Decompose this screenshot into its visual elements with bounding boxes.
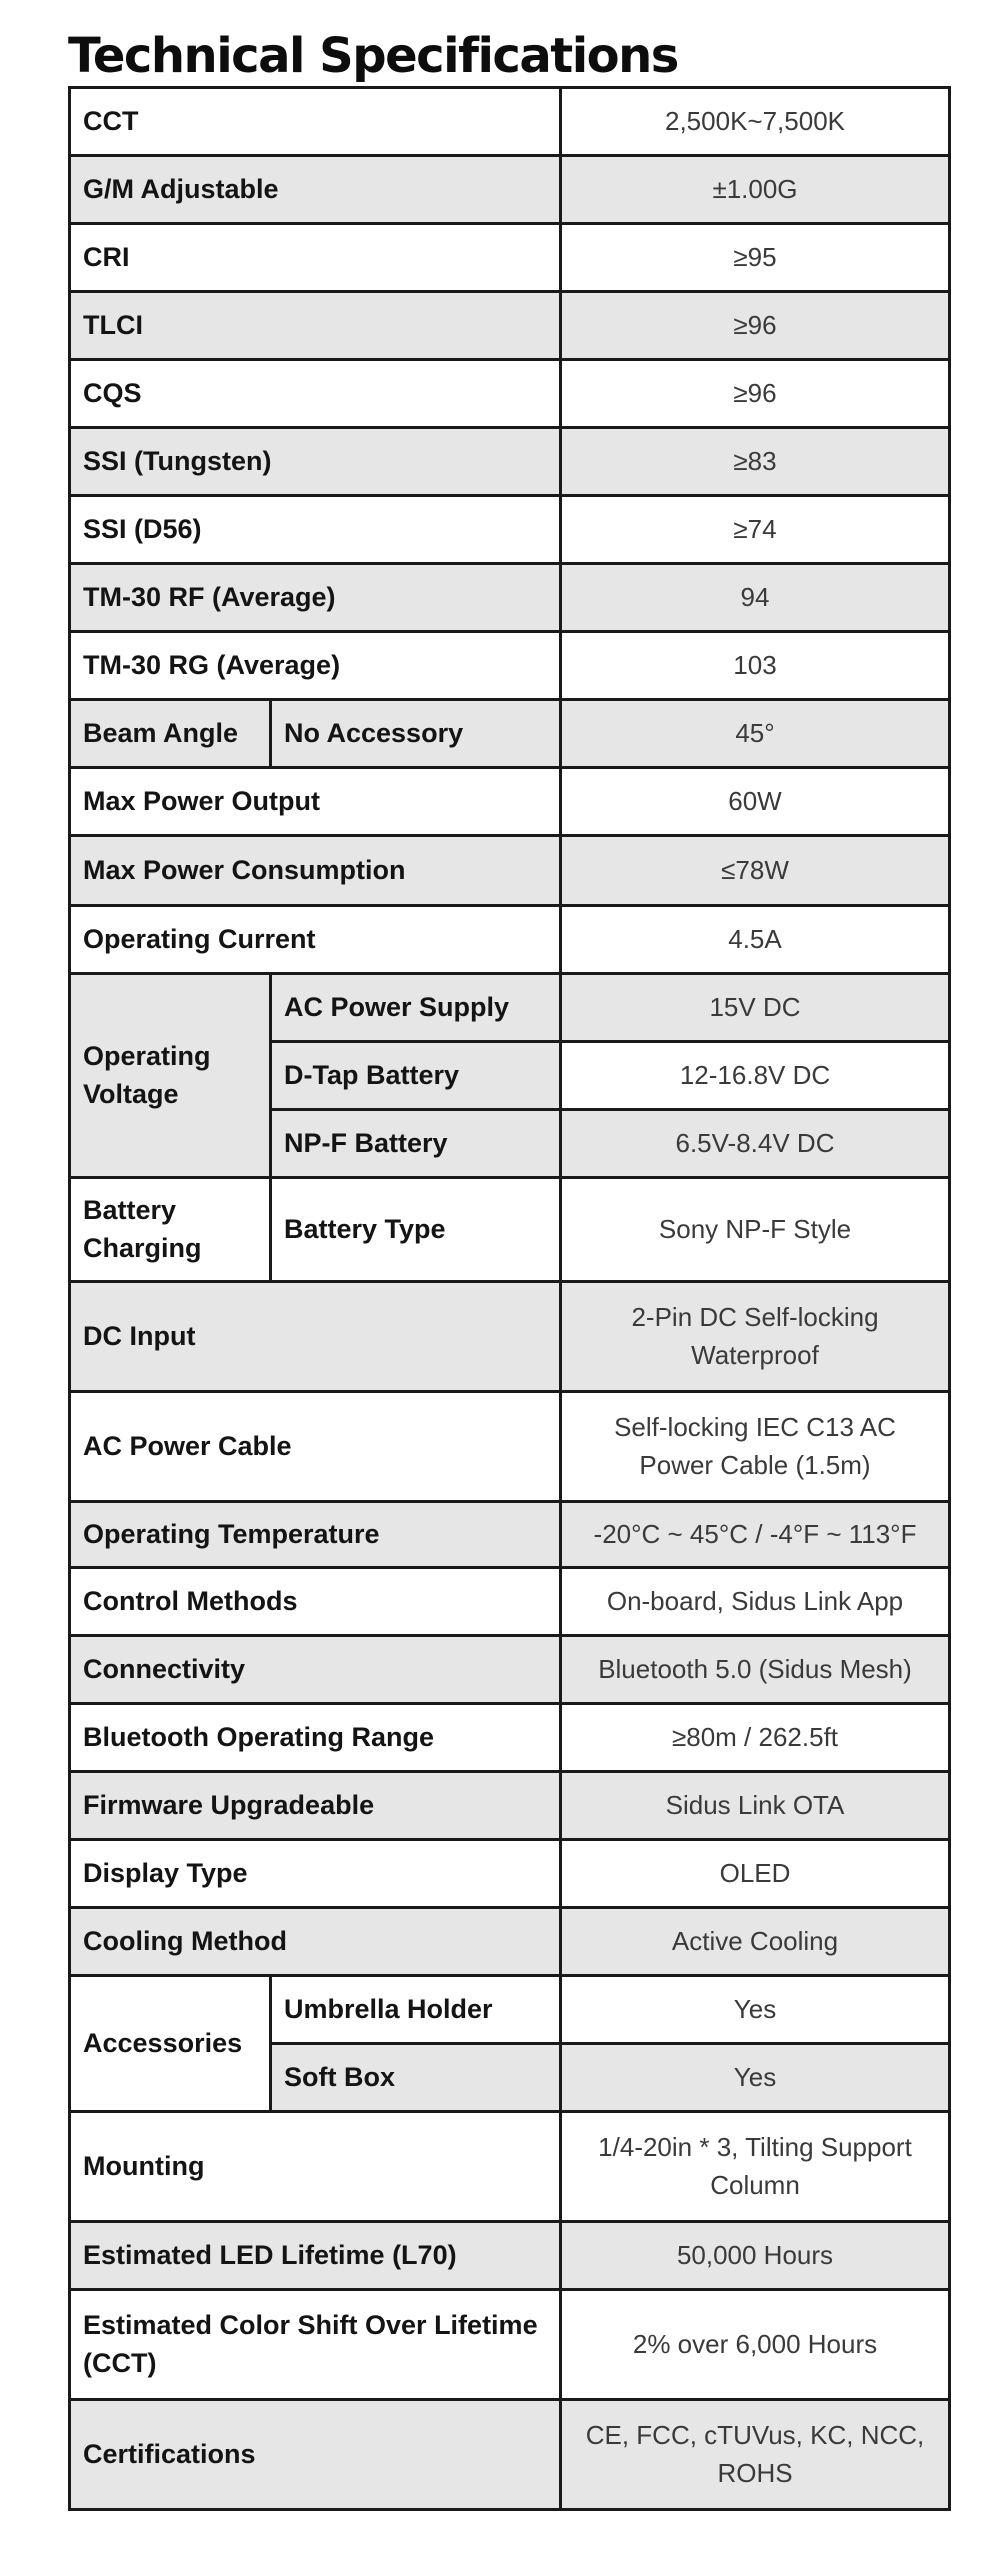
spec-row-battery-charging bbox=[70, 1178, 950, 1282]
spec-sub-label: Soft Box bbox=[271, 2044, 561, 2112]
spec-row-cct bbox=[70, 88, 950, 156]
spec-value: Sidus Link OTA bbox=[561, 1772, 950, 1840]
spec-row-control-methods bbox=[70, 1568, 950, 1636]
spec-value: 50,000 Hours bbox=[561, 2222, 950, 2290]
spec-value: 2% over 6,000 Hours bbox=[561, 2290, 950, 2400]
spec-value: ≥74 bbox=[561, 496, 950, 564]
spec-row-certifications bbox=[70, 2400, 950, 2510]
spec-label: Operating Voltage bbox=[70, 974, 271, 1178]
spec-row-gm-adjustable bbox=[70, 156, 950, 224]
spec-value: ≤78W bbox=[561, 836, 950, 906]
spec-label: Beam Angle bbox=[70, 700, 271, 768]
spec-label: Bluetooth Operating Range bbox=[70, 1704, 561, 1772]
spec-value: 2-Pin DC Self-locking Waterproof bbox=[561, 1282, 950, 1392]
spec-value: 12-16.8V DC bbox=[561, 1042, 950, 1110]
spec-table bbox=[68, 86, 951, 2511]
spec-label: DC Input bbox=[70, 1282, 561, 1392]
spec-label: Estimated Color Shift Over Lifetime (CCT) bbox=[70, 2290, 561, 2400]
spec-row-dc-input bbox=[70, 1282, 950, 1392]
spec-row-max-power-consumption bbox=[70, 836, 950, 906]
spec-label: Firmware Upgradeable bbox=[70, 1772, 561, 1840]
spec-label: TM-30 RF (Average) bbox=[70, 564, 561, 632]
spec-value: 60W bbox=[561, 768, 950, 836]
spec-value: Yes bbox=[561, 1976, 950, 2044]
spec-row-max-power-output bbox=[70, 768, 950, 836]
spec-value: Sony NP-F Style bbox=[561, 1178, 950, 1282]
spec-value: 4.5A bbox=[561, 906, 950, 974]
spec-label: Operating Current bbox=[70, 906, 561, 974]
spec-row-operating-current bbox=[70, 906, 950, 974]
spec-label: Max Power Output bbox=[70, 768, 561, 836]
spec-value: OLED bbox=[561, 1840, 950, 1908]
spec-value: Active Cooling bbox=[561, 1908, 950, 1976]
spec-label: CQS bbox=[70, 360, 561, 428]
spec-value: 1/4-20in * 3, Tilting Support Column bbox=[561, 2112, 950, 2222]
spec-label: Operating Temperature bbox=[70, 1502, 561, 1568]
spec-label: Certifications bbox=[70, 2400, 561, 2510]
spec-value: ≥96 bbox=[561, 360, 950, 428]
spec-value: ≥95 bbox=[561, 224, 950, 292]
spec-row-tlci bbox=[70, 292, 950, 360]
spec-sub-label: AC Power Supply bbox=[271, 974, 561, 1042]
spec-value: On-board, Sidus Link App bbox=[561, 1568, 950, 1636]
spec-label: Accessories bbox=[70, 1976, 271, 2112]
spec-label: Control Methods bbox=[70, 1568, 561, 1636]
spec-row-ssi-d56 bbox=[70, 496, 950, 564]
spec-row-beam-angle bbox=[70, 700, 950, 768]
spec-sub-label: Battery Type bbox=[271, 1178, 561, 1282]
spec-value: 103 bbox=[561, 632, 950, 700]
spec-value: ≥80m / 262.5ft bbox=[561, 1704, 950, 1772]
spec-value: -20°C ~ 45°C / -4°F ~ 113°F bbox=[561, 1502, 950, 1568]
spec-sub-label: No Accessory bbox=[271, 700, 561, 768]
spec-row-ssi-tungsten bbox=[70, 428, 950, 496]
spec-value: Bluetooth 5.0 (Sidus Mesh) bbox=[561, 1636, 950, 1704]
spec-row-cri bbox=[70, 224, 950, 292]
spec-row-operating-temperature bbox=[70, 1502, 950, 1568]
spec-row-connectivity bbox=[70, 1636, 950, 1704]
spec-row-cooling-method bbox=[70, 1908, 950, 1976]
spec-sub-label: D-Tap Battery bbox=[271, 1042, 561, 1110]
spec-row-operating-voltage bbox=[70, 974, 950, 1042]
spec-value: ≥83 bbox=[561, 428, 950, 496]
spec-row-led-lifetime bbox=[70, 2222, 950, 2290]
spec-label: Estimated LED Lifetime (L70) bbox=[70, 2222, 561, 2290]
spec-row-tm30-rg bbox=[70, 632, 950, 700]
spec-value: ≥96 bbox=[561, 292, 950, 360]
spec-value: Self-locking IEC C13 AC Power Cable (1.5m) bbox=[561, 1392, 950, 1502]
spec-value: 94 bbox=[561, 564, 950, 632]
spec-value: ±1.00G bbox=[561, 156, 950, 224]
spec-label: SSI (Tungsten) bbox=[70, 428, 561, 496]
spec-value: CE, FCC, cTUVus, KC, NCC, ROHS bbox=[561, 2400, 950, 2510]
spec-row-accessories bbox=[70, 1976, 950, 2044]
spec-value: Yes bbox=[561, 2044, 950, 2112]
spec-value: 45° bbox=[561, 700, 950, 768]
spec-row-mounting bbox=[70, 2112, 950, 2222]
spec-label: Max Power Consumption bbox=[70, 836, 561, 906]
spec-label: AC Power Cable bbox=[70, 1392, 561, 1502]
spec-value: 6.5V-8.4V DC bbox=[561, 1110, 950, 1178]
spec-label: Cooling Method bbox=[70, 1908, 561, 1976]
spec-row-tm30-rf bbox=[70, 564, 950, 632]
spec-row-display-type bbox=[70, 1840, 950, 1908]
spec-label: Battery Charging bbox=[70, 1178, 271, 1282]
spec-row-cqs bbox=[70, 360, 950, 428]
spec-label: G/M Adjustable bbox=[70, 156, 561, 224]
spec-label: CRI bbox=[70, 224, 561, 292]
spec-value: 15V DC bbox=[561, 974, 950, 1042]
spec-label: SSI (D56) bbox=[70, 496, 561, 564]
page-title: Technical Specifications bbox=[68, 28, 678, 84]
spec-label: Mounting bbox=[70, 2112, 561, 2222]
spec-row-bluetooth-range bbox=[70, 1704, 950, 1772]
spec-label: TLCI bbox=[70, 292, 561, 360]
spec-row-ac-power-cable bbox=[70, 1392, 950, 1502]
spec-label: Display Type bbox=[70, 1840, 561, 1908]
spec-label: CCT bbox=[70, 88, 561, 156]
spec-sub-label: NP-F Battery bbox=[271, 1110, 561, 1178]
spec-row-firmware bbox=[70, 1772, 950, 1840]
spec-row-color-shift bbox=[70, 2290, 950, 2400]
spec-label: TM-30 RG (Average) bbox=[70, 632, 561, 700]
spec-value: 2,500K~7,500K bbox=[561, 88, 950, 156]
spec-sub-label: Umbrella Holder bbox=[271, 1976, 561, 2044]
spec-label: Connectivity bbox=[70, 1636, 561, 1704]
